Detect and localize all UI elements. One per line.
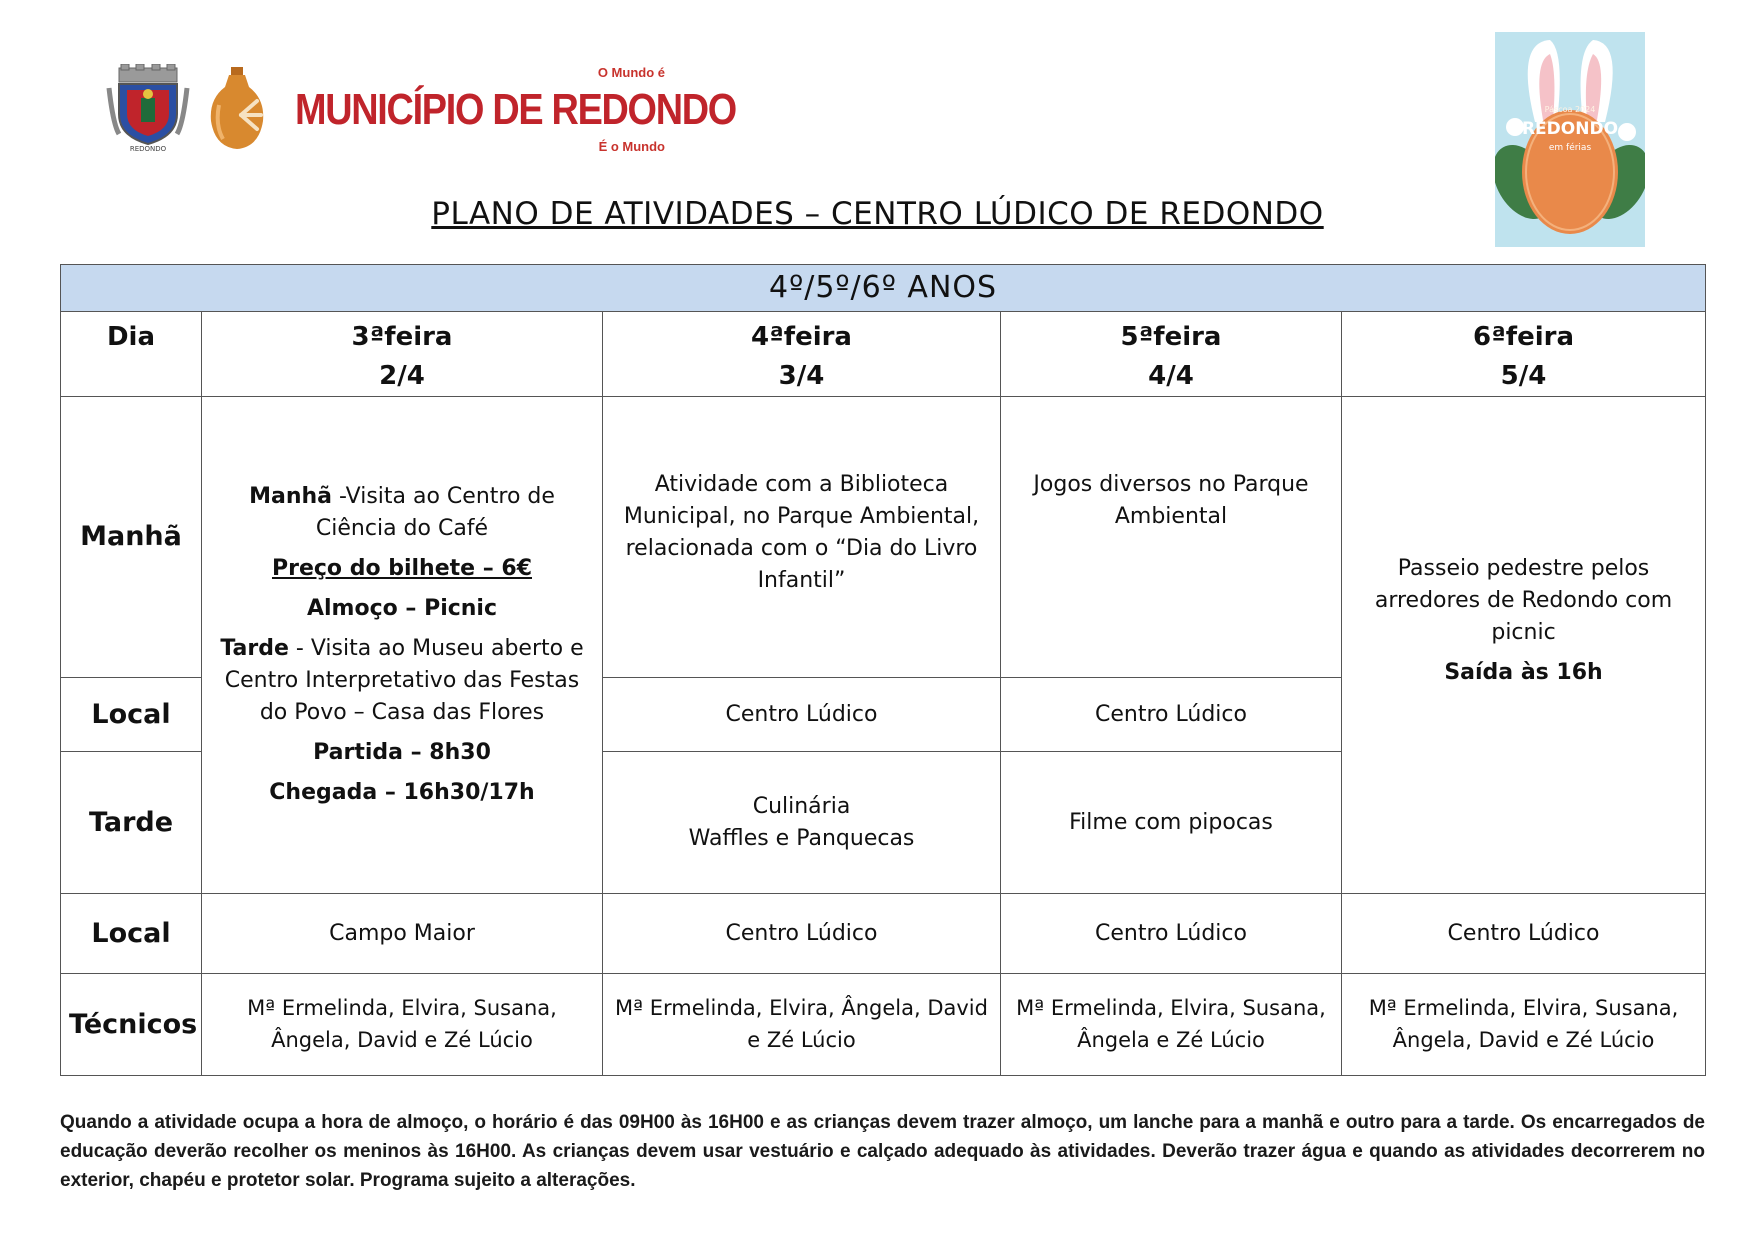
thursday-morning: Jogos diversos no Parque Ambiental xyxy=(1001,397,1342,678)
activity-schedule-table xyxy=(60,264,1706,1076)
day-header-friday xyxy=(1342,312,1706,397)
local-cell: Centro Lúdico xyxy=(1001,894,1342,974)
day-date: 5/4 xyxy=(1500,361,1547,391)
day-name: 3ªfeira xyxy=(351,322,453,352)
day-header-wednesday xyxy=(603,312,1001,397)
lunch-info: Almoço – Picnic xyxy=(306,596,498,622)
crest-caption: REDONDO xyxy=(129,145,167,152)
thursday-local: Centro Lúdico xyxy=(1001,678,1342,752)
tuesday-afternoon-text: - Visita ao Museu aberto e Centro Interpretativo das Festas do Povo – Casa das Flores xyxy=(224,636,584,725)
thursday-afternoon: Filme com pipocas xyxy=(1001,752,1342,894)
tecnicos-cell: Mª Ermelinda, Elvira, Susana, Ângela, David e Zé Lúcio xyxy=(202,974,603,1076)
day-date: 4/4 xyxy=(1148,361,1194,391)
row-label-tecnicos: Técnicos xyxy=(61,974,202,1076)
departure-time: Partida – 8h30 xyxy=(313,739,491,765)
friday-activity: Passeio pedestre pelos arredores de Redondo com picnic xyxy=(1374,556,1673,645)
day-column-header: Dia xyxy=(61,312,202,397)
page-title: PLANO DE ATIVIDADES – CENTRO LÚDICO DE REDONDO xyxy=(431,196,1324,232)
friday-departure: Saída às 16h xyxy=(1444,659,1603,685)
day-header-thursday xyxy=(1001,312,1342,397)
wednesday-afternoon-line1: Culinária xyxy=(752,793,851,819)
wednesday-afternoon xyxy=(603,752,1001,894)
grade-band: 4º/5º/6º ANOS xyxy=(61,265,1706,312)
tuesday-morning-label: Manhã xyxy=(249,484,332,510)
poster-line1: Páscoa 2024 xyxy=(1544,105,1596,114)
day-header-tuesday xyxy=(202,312,603,397)
arrival-time: Chegada – 16h30/17h xyxy=(269,779,535,805)
wednesday-morning: Atividade com a Biblioteca Municipal, no Parque Ambiental, relacionada com o “Dia do Livro Infantil” xyxy=(603,397,1001,678)
tecnicos-cell: Mª Ermelinda, Elvira, Ângela, David e Zé Lúcio xyxy=(603,974,1001,1076)
local-cell: Centro Lúdico xyxy=(1342,894,1706,974)
municipality-logos xyxy=(105,58,736,158)
tuesday-afternoon-label: Tarde xyxy=(220,636,289,662)
brand-tagline-top: O Mundo é xyxy=(597,65,665,80)
poster-line2: REDONDO xyxy=(1521,119,1619,139)
row-label-local: Local xyxy=(61,894,202,974)
wednesday-afternoon-line2: Waffles e Panquecas xyxy=(688,825,915,851)
day-name: 6ªfeira xyxy=(1473,322,1575,352)
local-cell: Centro Lúdico xyxy=(603,894,1001,974)
ticket-price: Preço do bilhete – 6€ xyxy=(271,556,532,582)
tuesday-morning xyxy=(214,481,590,545)
friday-activities xyxy=(1342,397,1706,894)
poster-line3: em férias xyxy=(1548,143,1592,153)
day-date: 2/4 xyxy=(379,361,425,391)
municipality-brand xyxy=(295,63,736,154)
tecnicos-cell: Mª Ermelinda, Elvira, Susana, Ângela e Zé Lúcio xyxy=(1001,974,1342,1076)
tuesday-activities xyxy=(202,397,603,894)
brand-name: MUNICÍPIO DE REDONDO xyxy=(295,85,736,134)
row-label-local: Local xyxy=(61,678,202,752)
tecnicos-cell: Mª Ermelinda, Elvira, Susana, Ângela, David e Zé Lúcio xyxy=(1342,974,1706,1076)
coat-of-arms-logo xyxy=(105,64,191,152)
day-name: 5ªfeira xyxy=(1120,322,1222,352)
day-date: 3/4 xyxy=(778,361,825,391)
row-label-tarde: Tarde xyxy=(61,752,202,894)
row-label-manha: Manhã xyxy=(61,397,202,678)
wednesday-local: Centro Lúdico xyxy=(603,678,1001,752)
brand-tagline-bottom: É o Mundo xyxy=(598,139,665,154)
footnote-notice: Quando a atividade ocupa a hora de almoço, o horário é das 09H00 às 16H00 e as crianças devem trazer almoço, um lanche para a manhã e outro para a tarde. Os encarregados de educação deverão recolher os meninos às 16H00. As crianças devem usar vestuário e calçado adequado às atividades. Deverão trazer água e quando as atividades decorrerem no exterior, chapéu e protetor solar. Programa sujeito a alterações. xyxy=(60,1112,1705,1191)
day-name: 4ªfeira xyxy=(751,322,852,352)
clay-jar-logo xyxy=(209,65,265,151)
local-cell: Campo Maior xyxy=(202,894,603,974)
tuesday-morning-text: -Visita ao Centro de Ciência do Café xyxy=(315,484,555,542)
tuesday-afternoon xyxy=(214,633,590,729)
